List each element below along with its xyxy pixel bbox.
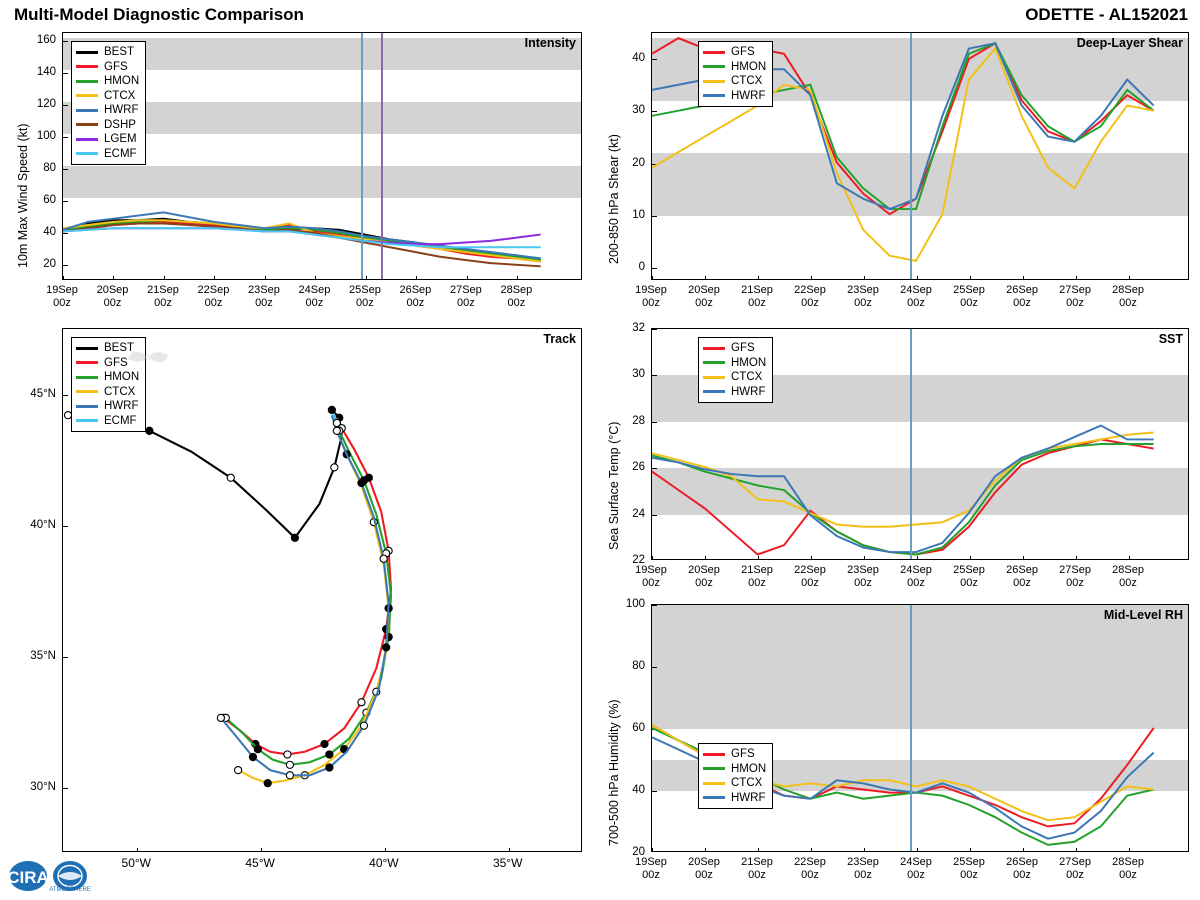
- legend-swatch-ctcx: [703, 80, 725, 83]
- x-tick-label: 21Sep 00z: [741, 856, 773, 881]
- x-tick-label: 22Sep 00z: [794, 284, 826, 309]
- y-tick-label: 40: [632, 784, 645, 796]
- y-tick-label: 60: [43, 194, 56, 206]
- x-tick-label: 23Sep 00z: [847, 856, 879, 881]
- hurricane-symbol-icon: [121, 337, 175, 377]
- current-time-line: [910, 33, 912, 279]
- x-tick-label: 24Sep 00z: [900, 284, 932, 309]
- legend-item: [76, 74, 139, 89]
- legend-item: [76, 118, 139, 133]
- legend-label: HMON: [731, 60, 767, 73]
- legend-label: HWRF: [731, 791, 766, 804]
- y-tick-label: 0: [638, 260, 645, 273]
- legend-item: [703, 341, 766, 356]
- track-marker: [286, 772, 293, 779]
- x-tick-label: 27Sep 00z: [1059, 284, 1091, 309]
- legend-item: [76, 89, 139, 104]
- panel-intensity-legend: [71, 41, 146, 165]
- cira-logo: [8, 858, 104, 894]
- legend-swatch-gfs: [703, 51, 725, 54]
- x-tick-label: 22Sep 00z: [197, 284, 230, 309]
- y-tick-label: 120: [36, 98, 56, 110]
- current-time-line: [910, 605, 912, 851]
- legend-swatch-hwrf: [76, 109, 98, 112]
- legend-label: ECMF: [104, 147, 137, 160]
- panel-track: [62, 328, 582, 852]
- y-tick-label: 20: [632, 846, 645, 858]
- y-tick-label: 22: [632, 554, 645, 566]
- legend-item: [703, 385, 766, 400]
- y-tick-label: 45°N: [30, 387, 56, 400]
- legend-swatch-hwrf: [703, 390, 725, 393]
- x-tick-label: 19Sep 00z: [46, 284, 78, 309]
- panel-sst: [651, 328, 1189, 560]
- track-marker: [254, 746, 261, 753]
- panel-rh-legend: [698, 743, 773, 809]
- legend-swatch-gfs: [76, 65, 98, 68]
- legend-swatch-ctcx: [76, 390, 98, 393]
- legend-item: [76, 385, 139, 400]
- panel-shear: [651, 32, 1189, 280]
- track-marker: [358, 479, 365, 486]
- y-tick-label: 30: [632, 104, 645, 117]
- legend-item: [703, 60, 766, 75]
- legend-label: BEST: [104, 46, 135, 59]
- svg-text:ATMOSPHERE: ATMOSPHERE: [49, 887, 91, 893]
- y-tick-label: 80: [632, 660, 645, 672]
- y-tick-label: 20: [43, 258, 56, 270]
- panel-sst-label: SST: [1158, 332, 1183, 346]
- x-tick-label: 28Sep 00z: [500, 284, 533, 309]
- legend-label: ECMF: [104, 414, 137, 427]
- y-tick-label: 26: [632, 461, 645, 474]
- x-tick-label: 20Sep 00z: [688, 284, 720, 309]
- x-tick-label: 24Sep 00z: [298, 284, 331, 309]
- legend-item: [76, 414, 139, 429]
- y-tick-label: 40: [632, 52, 645, 65]
- legend-label: GFS: [731, 342, 755, 355]
- x-tick-label: 25Sep 00z: [953, 856, 985, 881]
- y-tick-label: 10: [632, 208, 645, 221]
- track-marker: [331, 464, 338, 471]
- legend-item: [76, 399, 139, 414]
- x-tick-label: 28Sep 00z: [1112, 564, 1144, 589]
- track-marker: [326, 751, 333, 758]
- y-tick-label: 24: [632, 507, 645, 520]
- series-hmon: [652, 444, 1154, 554]
- track-marker: [264, 780, 271, 787]
- x-tick-label: 19Sep 00z: [635, 856, 667, 881]
- x-tick-label: 22Sep 00z: [794, 564, 826, 589]
- legend-swatch-hmon: [703, 361, 725, 364]
- legend-item: [703, 791, 766, 806]
- panel-rh: [651, 604, 1189, 852]
- track-marker: [383, 644, 390, 651]
- legend-label: CTCX: [104, 89, 136, 102]
- legend-label: HWRF: [104, 400, 139, 413]
- legend-label: HWRF: [731, 385, 766, 398]
- legend-item: [76, 60, 139, 75]
- legend-item: [76, 103, 139, 118]
- x-tick-label: 26Sep 00z: [399, 284, 432, 309]
- x-tick-label: 20Sep 00z: [688, 564, 720, 589]
- track-gfs: [223, 418, 391, 755]
- y-tick-label: 30: [632, 368, 645, 381]
- legend-swatch-lgem: [76, 138, 98, 141]
- y-tick-label: 140: [36, 66, 56, 78]
- legend-swatch-ecmf: [76, 419, 98, 422]
- legend-swatch-hwrf: [76, 405, 98, 408]
- sst-y-axis-title: Sea Surface Temp (°C): [607, 421, 621, 550]
- track-marker: [326, 764, 333, 771]
- x-tick-label: 27Sep 00z: [1059, 564, 1091, 589]
- legend-label: CTCX: [731, 777, 763, 790]
- panel-rh-label: Mid-Level RH: [1103, 608, 1183, 622]
- legend-swatch-gfs: [703, 753, 725, 756]
- track-marker: [227, 474, 234, 481]
- x-tick-label: 24Sep 00z: [900, 856, 932, 881]
- x-tick-label: 26Sep 00z: [1006, 564, 1038, 589]
- y-tick-label: 160: [36, 34, 56, 46]
- legend-item: [76, 147, 139, 162]
- y-tick-label: 28: [632, 414, 645, 427]
- storm-title: ODETTE - AL152021: [1025, 5, 1188, 24]
- y-tick-label: 40: [43, 226, 56, 238]
- x-tick-label: 22Sep 00z: [794, 856, 826, 881]
- legend-swatch-hmon: [703, 767, 725, 770]
- panel-intensity-label: Intensity: [524, 36, 576, 50]
- legend-label: CTCX: [731, 75, 763, 88]
- legend-swatch-hmon: [703, 65, 725, 68]
- track-marker: [284, 751, 291, 758]
- x-tick-label: 45°W: [245, 856, 275, 870]
- legend-item: [703, 762, 766, 777]
- x-tick-label: 21Sep 00z: [741, 284, 773, 309]
- legend-swatch-ctcx: [703, 376, 725, 379]
- track-marker: [321, 740, 328, 747]
- legend-swatch-ctcx: [703, 782, 725, 785]
- y-tick-label: 20: [632, 156, 645, 169]
- current-time-line: [910, 329, 912, 559]
- legend-item: [703, 747, 766, 762]
- legend-swatch-gfs: [703, 347, 725, 350]
- x-tick-label: 40°W: [369, 856, 399, 870]
- track-marker: [235, 767, 242, 774]
- x-tick-label: 25Sep 00z: [349, 284, 381, 309]
- panel-shear-legend: [698, 41, 773, 107]
- y-tick-label: 30°N: [30, 780, 56, 793]
- track-marker: [333, 419, 340, 426]
- x-tick-label: 25Sep 00z: [953, 284, 985, 309]
- track-marker: [146, 427, 153, 434]
- legend-item: [703, 356, 766, 371]
- legend-swatch-ecmf: [76, 152, 98, 155]
- legend-label: BEST: [104, 342, 135, 355]
- svg-text:CIRA: CIRA: [8, 868, 49, 887]
- track-marker: [380, 555, 387, 562]
- legend-item: [703, 45, 766, 60]
- legend-swatch-ctcx: [76, 94, 98, 97]
- track-marker: [217, 714, 224, 721]
- panel-track-label: Track: [543, 332, 576, 346]
- legend-item: [76, 132, 139, 147]
- x-tick-label: 20Sep 00z: [688, 856, 720, 881]
- x-tick-label: 19Sep 00z: [635, 284, 667, 309]
- series-gfs: [652, 439, 1154, 554]
- legend-label: GFS: [731, 748, 755, 761]
- x-tick-label: 23Sep 00z: [248, 284, 280, 309]
- x-tick-label: 25Sep 00z: [953, 564, 985, 589]
- panel-shear-label: Deep-Layer Shear: [1076, 36, 1183, 50]
- current-time-line: [361, 33, 363, 279]
- legend-label: HMON: [731, 356, 767, 369]
- x-tick-label: 27Sep 00z: [1059, 856, 1091, 881]
- legend-label: LGEM: [104, 133, 137, 146]
- legend-item: [703, 370, 766, 385]
- legend-item: [76, 45, 139, 60]
- legend-label: HMON: [731, 762, 767, 775]
- legend-swatch-best: [76, 347, 98, 350]
- legend-label: GFS: [104, 356, 128, 369]
- track-marker: [358, 699, 365, 706]
- y-tick-label: 100: [36, 130, 56, 142]
- legend-item: [703, 776, 766, 791]
- x-tick-label: 35°W: [492, 856, 523, 870]
- x-tick-label: 24Sep 00z: [900, 564, 932, 589]
- x-tick-label: 20Sep 00z: [96, 284, 129, 309]
- panel-intensity: [62, 32, 582, 280]
- panel-sst-legend: [698, 337, 773, 403]
- x-tick-label: 23Sep 00z: [847, 564, 879, 589]
- track-marker: [286, 761, 293, 768]
- legend-item: [703, 89, 766, 104]
- legend-label: HMON: [104, 75, 140, 88]
- x-tick-label: 26Sep 00z: [1006, 284, 1038, 309]
- legend-swatch-hwrf: [703, 94, 725, 97]
- track-marker: [249, 753, 256, 760]
- page-title: Multi-Model Diagnostic Comparison: [14, 5, 304, 24]
- y-tick-label: 35°N: [30, 649, 56, 662]
- current-time-line: [381, 33, 383, 279]
- x-tick-label: 50°W: [121, 856, 152, 870]
- legend-label: HMON: [104, 371, 140, 384]
- x-tick-label: 19Sep 00z: [635, 564, 667, 589]
- track-marker: [333, 427, 340, 434]
- x-tick-label: 23Sep 00z: [847, 284, 879, 309]
- legend-swatch-hwrf: [703, 796, 725, 799]
- legend-swatch-dshp: [76, 123, 98, 126]
- track-marker: [328, 406, 335, 413]
- rh-y-axis-title: 700-500 hPa Humidity (%): [607, 699, 621, 846]
- legend-swatch-hmon: [76, 80, 98, 83]
- legend-label: GFS: [104, 60, 128, 73]
- track-marker: [360, 722, 367, 729]
- panel-rh-lines: [652, 605, 1188, 851]
- legend-item: [703, 74, 766, 89]
- x-tick-label: 28Sep 00z: [1112, 856, 1144, 881]
- y-tick-label: 40°N: [30, 518, 56, 531]
- y-tick-label: 100: [625, 598, 645, 610]
- x-tick-label: 21Sep 00z: [147, 284, 179, 309]
- x-tick-label: 28Sep 00z: [1112, 284, 1144, 309]
- legend-swatch-best: [76, 51, 98, 54]
- y-tick-label: 80: [43, 162, 56, 174]
- y-tick-label: 60: [632, 722, 645, 734]
- x-tick-label: 27Sep 00z: [449, 284, 482, 309]
- y-tick-label: 32: [632, 322, 645, 334]
- legend-label: HWRF: [104, 104, 139, 117]
- x-tick-label: 26Sep 00z: [1006, 856, 1038, 881]
- intensity-y-axis-title: 10m Max Wind Speed (kt): [16, 123, 30, 268]
- legend-swatch-gfs: [76, 361, 98, 364]
- legend-label: CTCX: [104, 385, 136, 398]
- legend-label: CTCX: [731, 371, 763, 384]
- track-marker: [291, 534, 298, 541]
- legend-label: GFS: [731, 46, 755, 59]
- legend-label: DSHP: [104, 118, 136, 131]
- x-tick-label: 21Sep 00z: [741, 564, 773, 589]
- shear-y-axis-title: 200-850 hPa Shear (kt): [607, 134, 621, 264]
- legend-label: HWRF: [731, 89, 766, 102]
- legend-swatch-hmon: [76, 376, 98, 379]
